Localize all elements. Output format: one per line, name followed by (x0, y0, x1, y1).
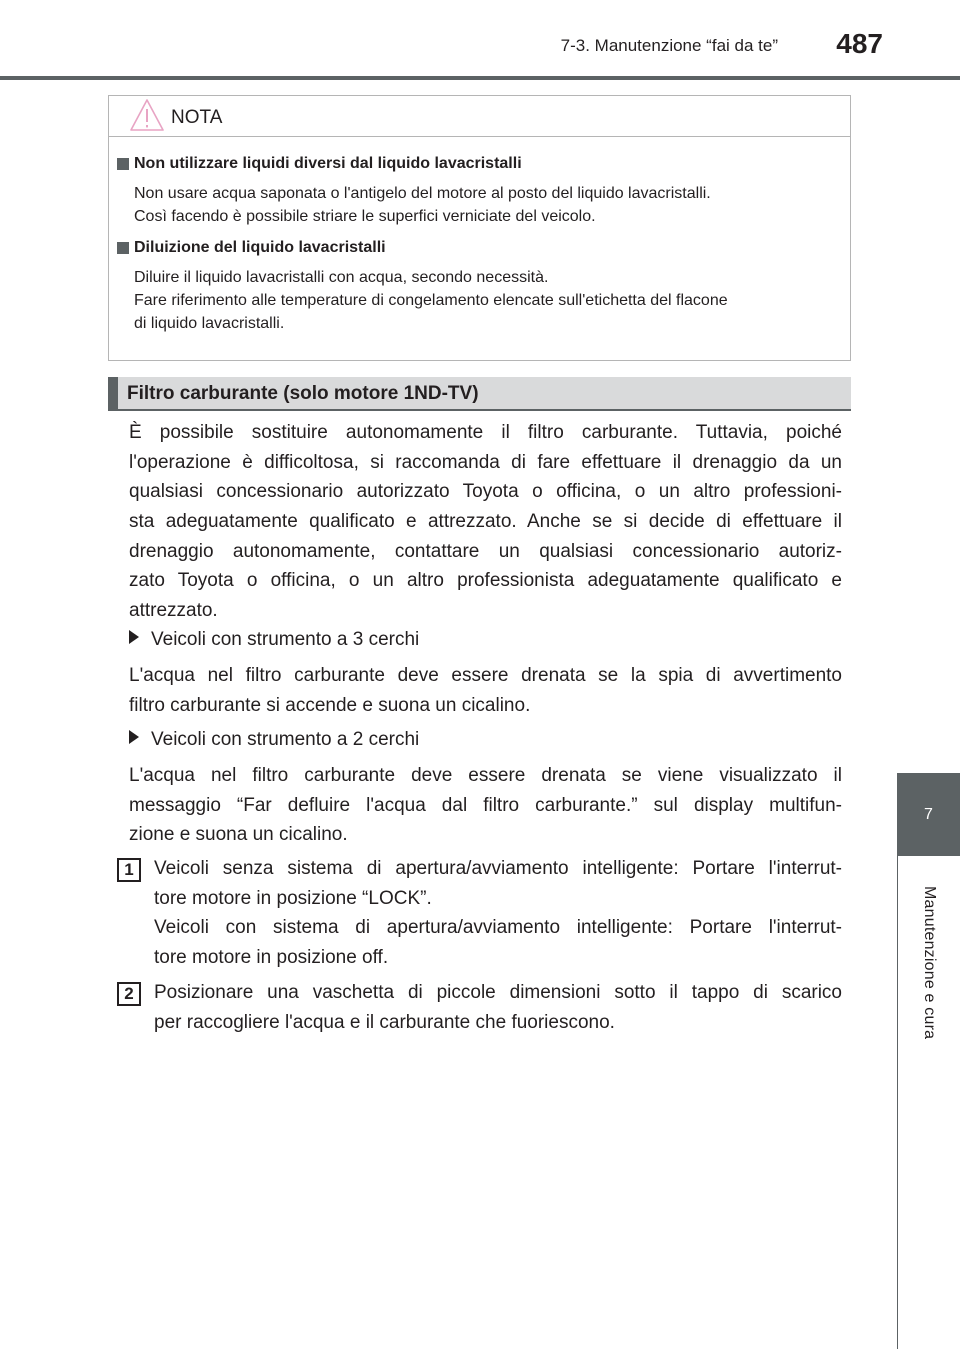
text-line: zato Toyota o officina, o un altro professionista adeguatamente qualificato e (129, 570, 842, 592)
note-header (109, 96, 850, 137)
section-title: 7-3. Manutenzione “fai da te” (560, 36, 778, 55)
header-rule (0, 76, 960, 80)
text-line: drenaggio autonomamente, contattare un qualsiasi concessionario autoriz- (129, 540, 842, 562)
text-line: attrezzato. (129, 600, 218, 622)
text-line: tore motore in posizione “LOCK”. (154, 887, 432, 909)
case-paragraph (129, 661, 842, 720)
note-title: NOTA (171, 107, 223, 128)
note-item-body (134, 182, 844, 228)
text-line: L'acqua nel filtro carburante deve essere drenata se viene visualizzato il (129, 765, 842, 786)
page-number: 487 (836, 28, 883, 59)
note-item-heading: Diluizione del liquido lavacristalli (134, 239, 386, 256)
chapter-label: Manutenzione e cura (921, 886, 938, 1040)
text-line: filtro carburante si accende e suona un cicalino. (129, 694, 531, 716)
text-line: sta adeguatamente qualificato e attrezzato. Anche se si decide di effettuare il (129, 511, 842, 533)
step-paragraph (154, 854, 842, 973)
text-line: L'acqua nel filtro carburante deve essere drenata se la spia di avvertimento (129, 665, 842, 686)
triangle-bullet-icon (129, 630, 139, 644)
chapter-label-strip (897, 856, 960, 1349)
note-line: di liquido lavacristalli. (134, 315, 285, 332)
note-line: Diluire il liquido lavacristalli con acqua, secondo necessità. (134, 269, 549, 286)
case-title: Veicoli con strumento a 3 cerchi (151, 629, 420, 650)
warning-triangle-icon (129, 98, 165, 132)
step-number-badge: 2 (117, 982, 141, 1006)
text-line: qualsiasi concessionario autorizzato Toyota o officina, o un altro professioni- (129, 481, 842, 503)
note-line: Così facendo è possibile striare le superfici verniciate del veicolo. (134, 208, 596, 225)
section-heading: Filtro carburante (solo motore 1ND-TV) (127, 383, 479, 404)
text-line: messaggio “Far defluire l'acqua dal filtro carburante.” sul display multifun- (129, 794, 842, 816)
note-line: Non usare acqua saponata o l'antigelo del motore al posto del liquido lavacristalli. (134, 185, 711, 202)
text-line: È possibile sostituire autonomamente il filtro carburante. Tuttavia, poiché (129, 422, 842, 443)
text-line: Veicoli senza sistema di apertura/avviamento intelligente: Portare l'interrut- (154, 858, 842, 879)
intro-paragraph (129, 418, 842, 626)
text-line: l'operazione è difficoltosa, si raccomanda di fare effettuare il drenaggio da un (129, 451, 842, 473)
text-line: per raccogliere l'acqua e il carburante che fuoriescono. (154, 1011, 615, 1033)
note-item-heading: Non utilizzare liquidi diversi dal liquido lavacristalli (134, 155, 522, 172)
case-paragraph (129, 761, 842, 850)
step-number-badge: 1 (117, 858, 141, 882)
case-heading (129, 729, 419, 751)
case-title: Veicoli con strumento a 2 cerchi (151, 729, 420, 750)
note-box (108, 95, 851, 361)
chapter-number: 7 (924, 806, 933, 823)
text-line: Posizionare una vaschetta di piccole dimensioni sotto il tappo di scarico (154, 982, 842, 1003)
step-paragraph (154, 978, 842, 1037)
triangle-bullet-icon (129, 730, 139, 744)
note-item-body (134, 266, 844, 335)
square-bullet-icon (117, 158, 129, 170)
case-heading (129, 629, 419, 651)
text-line: tore motore in posizione off. (154, 947, 389, 969)
section-header (108, 377, 851, 411)
section-header-bar (108, 377, 118, 409)
chapter-tab[interactable] (897, 773, 960, 857)
text-line: zione e suona un cicalino. (129, 824, 348, 846)
note-line: Fare riferimento alle temperature di congelamento elencate sull'etichetta del flacone (134, 292, 728, 309)
square-bullet-icon (117, 242, 129, 254)
text-line: Veicoli con sistema di apertura/avviamento intelligente: Portare l'interrut- (154, 917, 842, 939)
